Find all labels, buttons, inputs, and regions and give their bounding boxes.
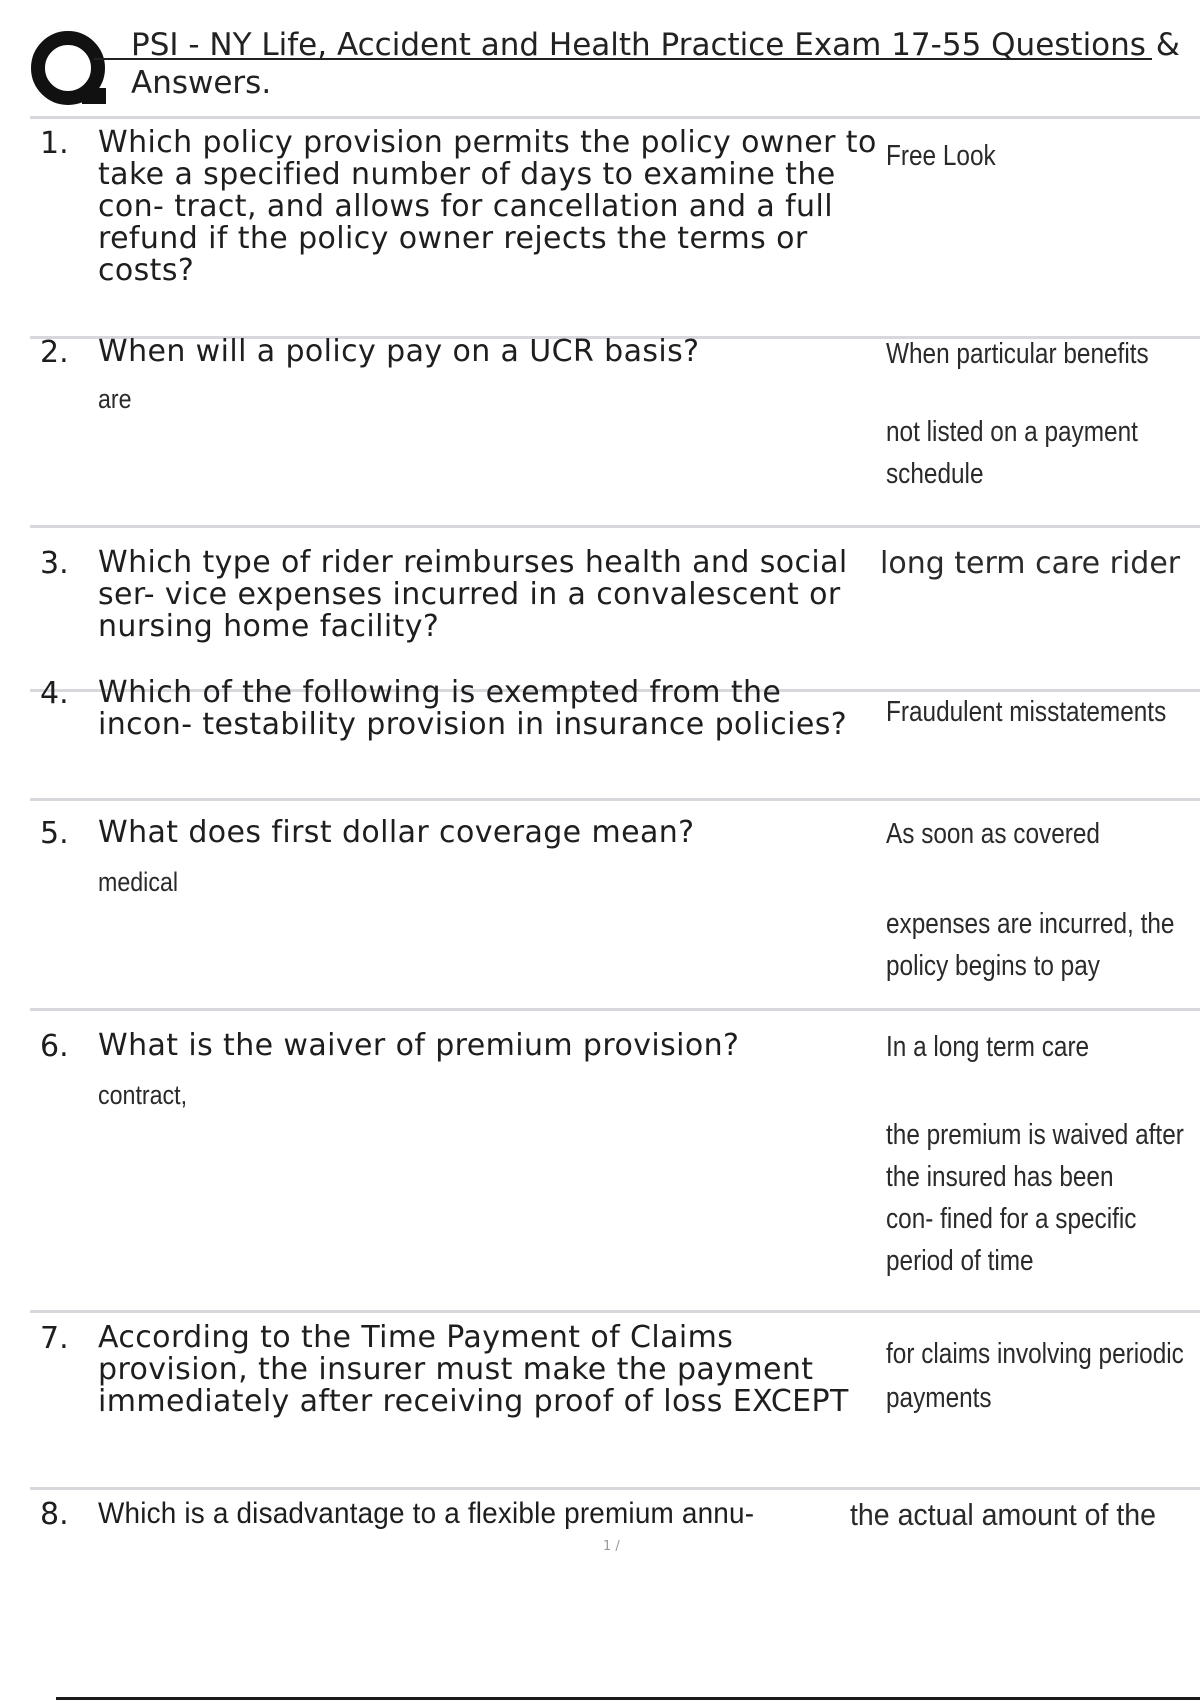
answer-text <box>886 333 1153 495</box>
question-continuation: are <box>98 384 132 414</box>
question-number: 7. <box>40 1321 69 1356</box>
question-number: 5. <box>40 816 69 851</box>
question-number: 1. <box>40 126 69 161</box>
answer-line: schedule <box>886 458 984 490</box>
question-text: What does first dollar coverage mean? <box>98 815 695 850</box>
question-number: 4. <box>40 676 69 711</box>
answer-text <box>886 1332 1184 1420</box>
answer-line: policy begins to pay <box>886 950 1100 982</box>
question-number: 2. <box>40 335 69 370</box>
answer-line: When particular benefits <box>886 338 1149 370</box>
answer-line: the actual amount of the <box>850 1497 1157 1532</box>
row-divider <box>30 525 1200 528</box>
answer-text <box>880 547 1198 581</box>
question-number: 6. <box>40 1029 69 1064</box>
row-divider <box>30 798 1200 801</box>
question-text: What is the waiver of premium provision? <box>98 1028 740 1063</box>
page-number: 1 / <box>603 1539 620 1554</box>
question-text: Which is a disadvantage to a flexible premium annu- <box>98 1497 755 1530</box>
answer-line: not listed on a payment <box>886 416 1138 448</box>
answer-line: In a long term care <box>886 1031 1090 1063</box>
answer-line: period of time <box>886 1245 1034 1277</box>
answer-line: Fraudulent misstatements <box>886 696 1167 728</box>
document-title: PSI - NY Life, Accident and Health Practice Exam 17-55 Questions & Answers. <box>131 27 1180 101</box>
question-text: According to the Time Payment of Claims provision, the insurer must make the payment immediately after receiving proof of loss EXCEPT <box>98 1320 849 1419</box>
question-text: When will a policy pay on a UCR basis? <box>98 334 700 369</box>
answer-text <box>886 1026 1184 1282</box>
answer-line: for claims involving periodic <box>886 1338 1184 1370</box>
answer-line: the insured has been <box>886 1161 1114 1193</box>
row-divider <box>30 1310 1200 1313</box>
answer-line: payments <box>886 1382 992 1414</box>
answer-text <box>886 813 1175 987</box>
question-number: 8. <box>40 1497 69 1532</box>
answer-line: As soon as covered <box>886 818 1100 850</box>
answer-line: Free Look <box>886 140 996 172</box>
question-text: Which type of rider reimburses health and social ser- vice expenses incurred in a convalescent or nursing home facility? <box>98 545 848 644</box>
question-continuation: medical <box>98 867 179 897</box>
question-number: 3. <box>40 546 69 581</box>
answer-text <box>886 691 1167 733</box>
row-divider <box>30 1008 1200 1011</box>
question-continuation: contract, <box>98 1080 188 1110</box>
answer-line: con- fined for a specific <box>886 1203 1137 1235</box>
question-text: Which of the following is exempted from the incon- testability provision in insurance policies? <box>98 675 848 742</box>
answer-text <box>886 135 1153 177</box>
answer-line: the premium is waived after <box>886 1119 1184 1151</box>
row-divider <box>30 1487 1200 1490</box>
answer-line: long term care rider <box>880 546 1181 581</box>
answer-line: expenses are incurred, the <box>886 908 1175 940</box>
answer-text <box>850 1497 1157 1532</box>
question-text: Which policy provision permits the policy owner to take a specified number of days to examine the con- tract, and allows for cancellation and a full refund if the policy owner rejects the terms or costs? <box>98 125 877 288</box>
